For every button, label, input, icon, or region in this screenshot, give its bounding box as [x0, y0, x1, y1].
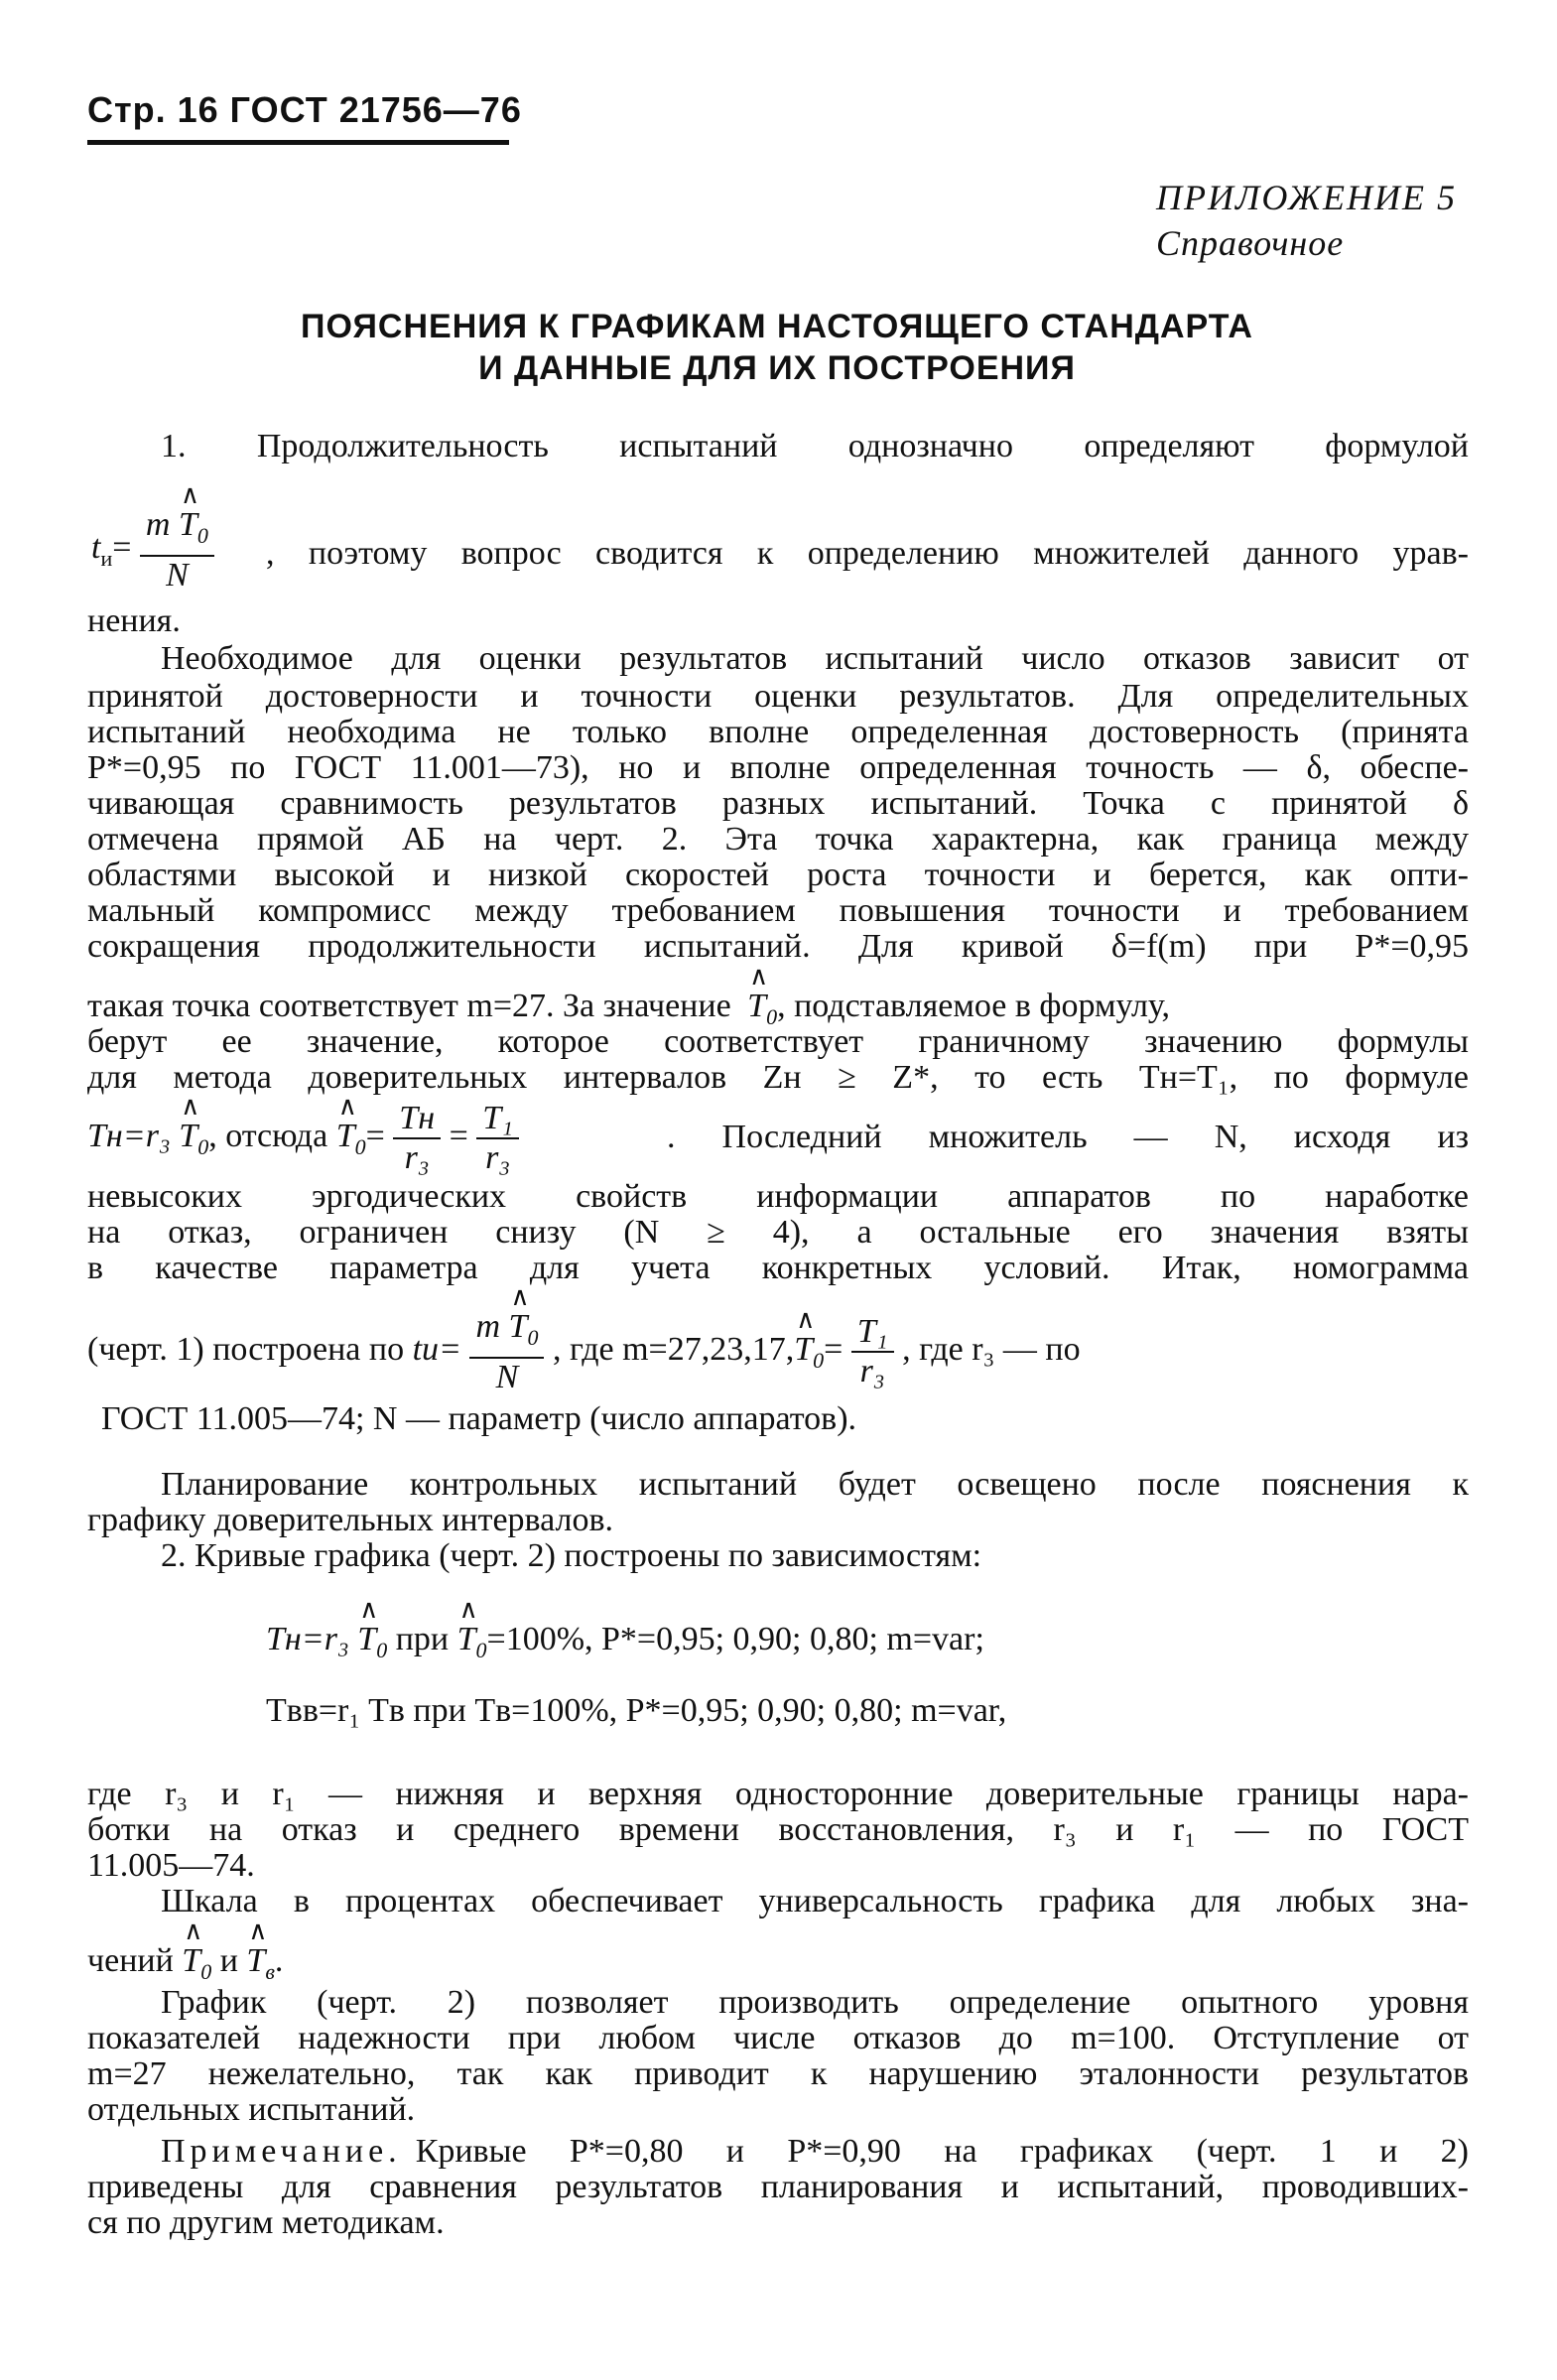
appendix-type: Справочное	[1156, 223, 1345, 263]
p2-line-2: принятой достоверности и точности оценки результатов. Для определительных	[87, 678, 1469, 715]
p2-line-4: P*=0,95 по ГОСТ 11.001—73), но и вполне определенная точность — δ, обеспе-	[87, 749, 1469, 786]
sec1-end: нения.	[87, 602, 181, 639]
p2-line-5: чивающая сравнимость результатов разных испытаний. Точка с принятой δ	[87, 785, 1469, 822]
f1-fraction	[140, 506, 214, 595]
sec2-where-1: где r₃ и r₁ — нижняя и верхняя односторонние доверительные границы нара-	[87, 1776, 1469, 1812]
note-line-1: Кривые P*=0,80 и P*=0,90 на графиках (черт. 1 и 2)	[415, 2133, 1469, 2170]
section-title-line-2: И ДАННЫЕ ДЛЯ ИХ ПОСТРОЕНИЯ	[478, 349, 1076, 387]
note	[161, 2134, 1469, 2170]
p2-line-12: для метода доверительных интервалов Zн ≥ Z*, то есть Tн=T₁, по формуле	[87, 1059, 1469, 1096]
f1-num-sub: 0	[196, 522, 208, 548]
header-rule	[87, 140, 509, 145]
f1-lhs: t	[91, 529, 101, 567]
formula-nomogram: (черт. 1) построена по tи= $\frac{m \wedge T_0}{N}$ , где m=27,23,17,∧ $T_0=$ $\frac{\text{T₁}}{\text{r₃}}$ , где r₃ — по	[87, 1308, 1081, 1396]
sec2-eq1: Tн=r₃ ∧ $T_0$ при ∧ $T_0=100\%$, P*=0,95; 0,90; 0,80; m=var;	[266, 1622, 984, 1668]
note-line-2: приведены для сравнения результатов планирования и испытаний, проводивших-	[87, 2169, 1469, 2205]
f2-fraction-1: $\frac{Tн}{\text{r₃}}$	[393, 1100, 441, 1177]
page-header: Стр. 16 ГОСТ 21756—76	[87, 89, 522, 130]
f3-fraction-1: $\frac{m \wedge T_0}{N}$	[469, 1308, 544, 1396]
note-line-3: ся по другим методикам.	[87, 2204, 445, 2241]
plan-line-1: Планирование контрольных испытаний будет освещено после пояснения к	[161, 1466, 1469, 1503]
sec2-eq2: Tвв=r₁ Tв при Tв=100%, P*=0,95; 0,90; 0,80; m=var,	[266, 1692, 1007, 1729]
sec2-where-2: ботки на отказ и среднего времени восстановления, r₃ и r₁ — по ГОСТ	[87, 1811, 1469, 1848]
sec1-intro: 1. Продолжительность испытаний однозначно определяют формулой	[161, 428, 1469, 464]
f2-fraction-2: $\frac{\text{T₁}}{\text{r₃}}$	[476, 1100, 519, 1177]
p2-line-14: невысоких эргодических свойств информации аппаратов по наработке	[87, 1178, 1469, 1215]
graph-line-2: показателей надежности при любом числе отказов до m=100. Отступление от	[87, 2020, 1469, 2056]
p2-line-16: в качестве параметра для учета конкретных условий. Итак, номограмма	[87, 1250, 1469, 1286]
scale-line-1: Шкала в процентах обеспечивает универсальность графика для любых зна-	[161, 1883, 1469, 1919]
f1-num-T: T	[178, 506, 197, 543]
formula-duration: $t_и=$ $\frac{m \wedge T_0}{N}$	[91, 506, 214, 595]
p2-line-8: мальный компромисс между требованием повышения точности и требованием	[87, 892, 1469, 929]
graph-line-3: m=27 нежелательно, так как приводит к нарушению эталонности результатов	[87, 2055, 1469, 2092]
graph-line-1: График (черт. 2) позволяет производить определение опытного уровня	[161, 1984, 1469, 2021]
p2-line-1: Необходимое для оценки результатов испытаний число отказов зависит от	[161, 640, 1469, 677]
note-label: Примечание.	[161, 2133, 402, 2170]
p2-line-10: такая точка соответствует m=27. За значение ∧ $T_0$, подставляемое в формулу,	[87, 989, 1469, 1035]
f1-den: N	[166, 556, 189, 594]
p2-line-7: областями высокой и низкой скоростей роста точности и берется, как опти-	[87, 857, 1469, 893]
p2-line-3: испытаний необходима не только вполне определенная достоверность (принята	[87, 714, 1469, 750]
formula-T0: Tн=r₃ ∧ $T_0$, отсюда ∧ $T_0=$ $\frac{Tн}{\text{r₃}}$ = $\frac{\text{T₁}}{\text{r₃}}$	[87, 1100, 519, 1177]
p2-line-6: отмечена прямой АБ на черт. 2. Эта точка характерна, как граница между	[87, 821, 1469, 858]
plan-line-2: графику доверительных интервалов.	[87, 1502, 614, 1538]
formula-T0-tail: . Последний множитель — N, исходя из	[667, 1119, 1469, 1155]
p2-line-9: сокращения продолжительности испытаний. Для кривой δ=f(m) при P*=0,95	[87, 928, 1469, 965]
sec1-after-formula: , поэтому вопрос сводится к определению множителей данного урав-	[266, 535, 1469, 572]
graph-line-4: отдельных испытаний.	[87, 2091, 416, 2128]
f1-num-m: m	[145, 506, 171, 543]
f1-lhs-sub: и	[100, 546, 113, 571]
scale-line-2: чений ∧ $T_0$ и ∧ $T_в$.	[87, 1943, 283, 1990]
p2-line-15: на отказ, ограничен снизу (N ≥ 4), а остальные его значения взяты	[87, 1214, 1469, 1251]
f3-fraction-2: $\frac{\text{T₁}}{\text{r₃}}$	[851, 1313, 894, 1390]
appendix-number: ПРИЛОЖЕНИЕ 5	[1156, 178, 1457, 217]
sec2-where-3: 11.005—74.	[87, 1847, 255, 1884]
sec2-intro: 2. Кривые графика (черт. 2) построены по зависимостям:	[161, 1537, 982, 1574]
p2-line-11: берут ее значение, которое соответствует граничному значению формулы	[87, 1023, 1469, 1060]
formula-nomogram-end: ГОСТ 11.005—74; N — параметр (число аппаратов).	[101, 1400, 857, 1437]
section-title-line-1: ПОЯСНЕНИЯ К ГРАФИКАМ НАСТОЯЩЕГО СТАНДАРТА	[301, 308, 1253, 345]
